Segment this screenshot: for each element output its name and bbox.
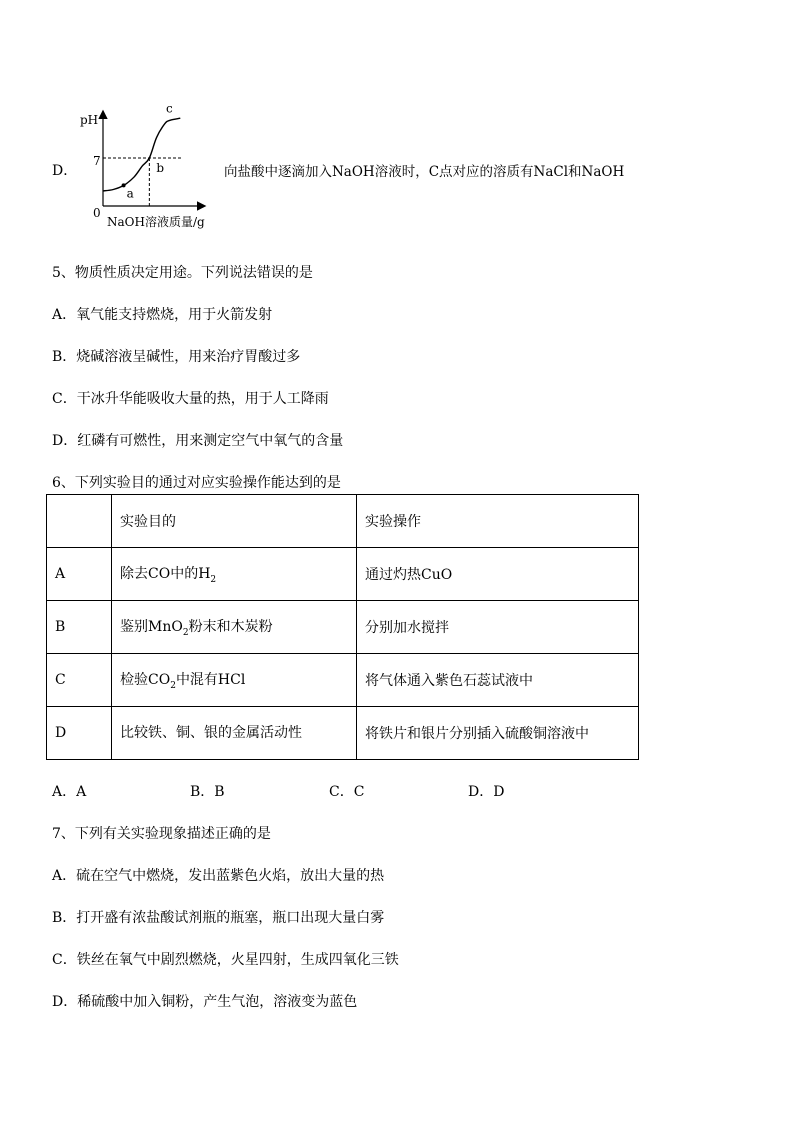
q6-answer-d: D．D xyxy=(468,784,505,800)
row-label: B xyxy=(47,601,112,654)
purpose-subscript: 2 xyxy=(170,680,176,691)
q6-answer-b: B．B xyxy=(190,784,225,800)
row-purpose xyxy=(112,548,357,601)
y-reference-tick-label: 7 xyxy=(93,154,101,168)
purpose-text: 除去CO中的H xyxy=(120,566,211,583)
q5-option-c: C．干冰升华能吸收大量的热，用于人工降雨 xyxy=(52,391,329,407)
table-row xyxy=(47,601,639,654)
q7-option-a: A．硫在空气中燃烧，发出蓝紫色火焰，放出大量的热 xyxy=(52,868,385,884)
q6-answer-c: C．C xyxy=(329,784,365,800)
q4-statement: 向盐酸中逐滴加入NaOH溶液时，C点对应的溶质有NaCl和NaOH xyxy=(224,164,625,180)
purpose-text-tail: 粉末和木炭粉 xyxy=(188,619,273,636)
q4-option-label: D． xyxy=(52,163,78,179)
row-purpose xyxy=(112,707,357,760)
purpose-text-tail: 中混有HCl xyxy=(175,672,246,689)
purpose-text: 鉴别MnO xyxy=(120,619,183,636)
row-operation: 分别加水搅拌 xyxy=(357,601,639,654)
q5-option-d: D．红磷有可燃性，用来测定空气中氧气的含量 xyxy=(52,433,344,449)
origin-label: 0 xyxy=(93,206,101,220)
purpose-subscript: 2 xyxy=(210,574,217,585)
table-row xyxy=(47,548,639,601)
row-purpose xyxy=(112,601,357,654)
q6-stem: 6、下列实验目的通过对应实验操作能达到的是 xyxy=(52,475,341,491)
header-cell-purpose: 实验目的 xyxy=(112,495,357,548)
q5-option-b: B．烧碱溶液呈碱性，用来治疗胃酸过多 xyxy=(52,349,301,365)
table-header-row xyxy=(47,495,639,548)
point-label-c: c xyxy=(165,104,173,116)
table-row xyxy=(47,707,639,760)
q7-option-d: D．稀硫酸中加入铜粉，产生气泡，溶液变为蓝色 xyxy=(52,994,358,1010)
row-purpose xyxy=(112,654,357,707)
x-axis-label: NaOH溶液质量/g xyxy=(107,215,205,229)
row-operation: 通过灼热CuO xyxy=(357,548,639,601)
purpose-text: 比较铁、铜、银的金属活动性 xyxy=(120,725,302,742)
point-a-marker xyxy=(122,183,126,187)
q6-answer-a: A．A xyxy=(52,784,87,800)
header-cell-operation: 实验操作 xyxy=(357,495,639,548)
q7-option-c: C．铁丝在氧气中剧烈燃烧，火星四射，生成四氧化三铁 xyxy=(52,952,399,968)
row-operation: 将铁片和银片分别插入硫酸铜溶液中 xyxy=(357,707,639,760)
row-operation: 将气体通入紫色石蕊试液中 xyxy=(357,654,639,707)
y-axis-label: pH xyxy=(80,113,99,127)
q7-stem: 7、下列有关实验现象描述正确的是 xyxy=(52,826,271,842)
header-cell-blank xyxy=(47,495,112,548)
row-label: C xyxy=(47,654,112,707)
purpose-subscript: 2 xyxy=(182,627,189,638)
q5-stem: 5、物质性质决定用途。下列说法错误的是 xyxy=(52,265,313,281)
point-label-a: a xyxy=(126,186,134,201)
table-row xyxy=(47,654,639,707)
point-label-b: b xyxy=(156,161,165,175)
ph-curve xyxy=(103,118,180,191)
q7-option-b: B．打开盛有浓盐酸试剂瓶的瓶塞，瓶口出现大量白雾 xyxy=(52,910,385,926)
purpose-text: 检验CO xyxy=(120,672,171,689)
row-label: A xyxy=(47,548,112,601)
ph-chart xyxy=(76,104,216,232)
row-label: D xyxy=(47,707,112,760)
q5-option-a: A．氧气能支持燃烧，用于火箭发射 xyxy=(52,307,273,323)
experiment-table xyxy=(46,494,639,760)
